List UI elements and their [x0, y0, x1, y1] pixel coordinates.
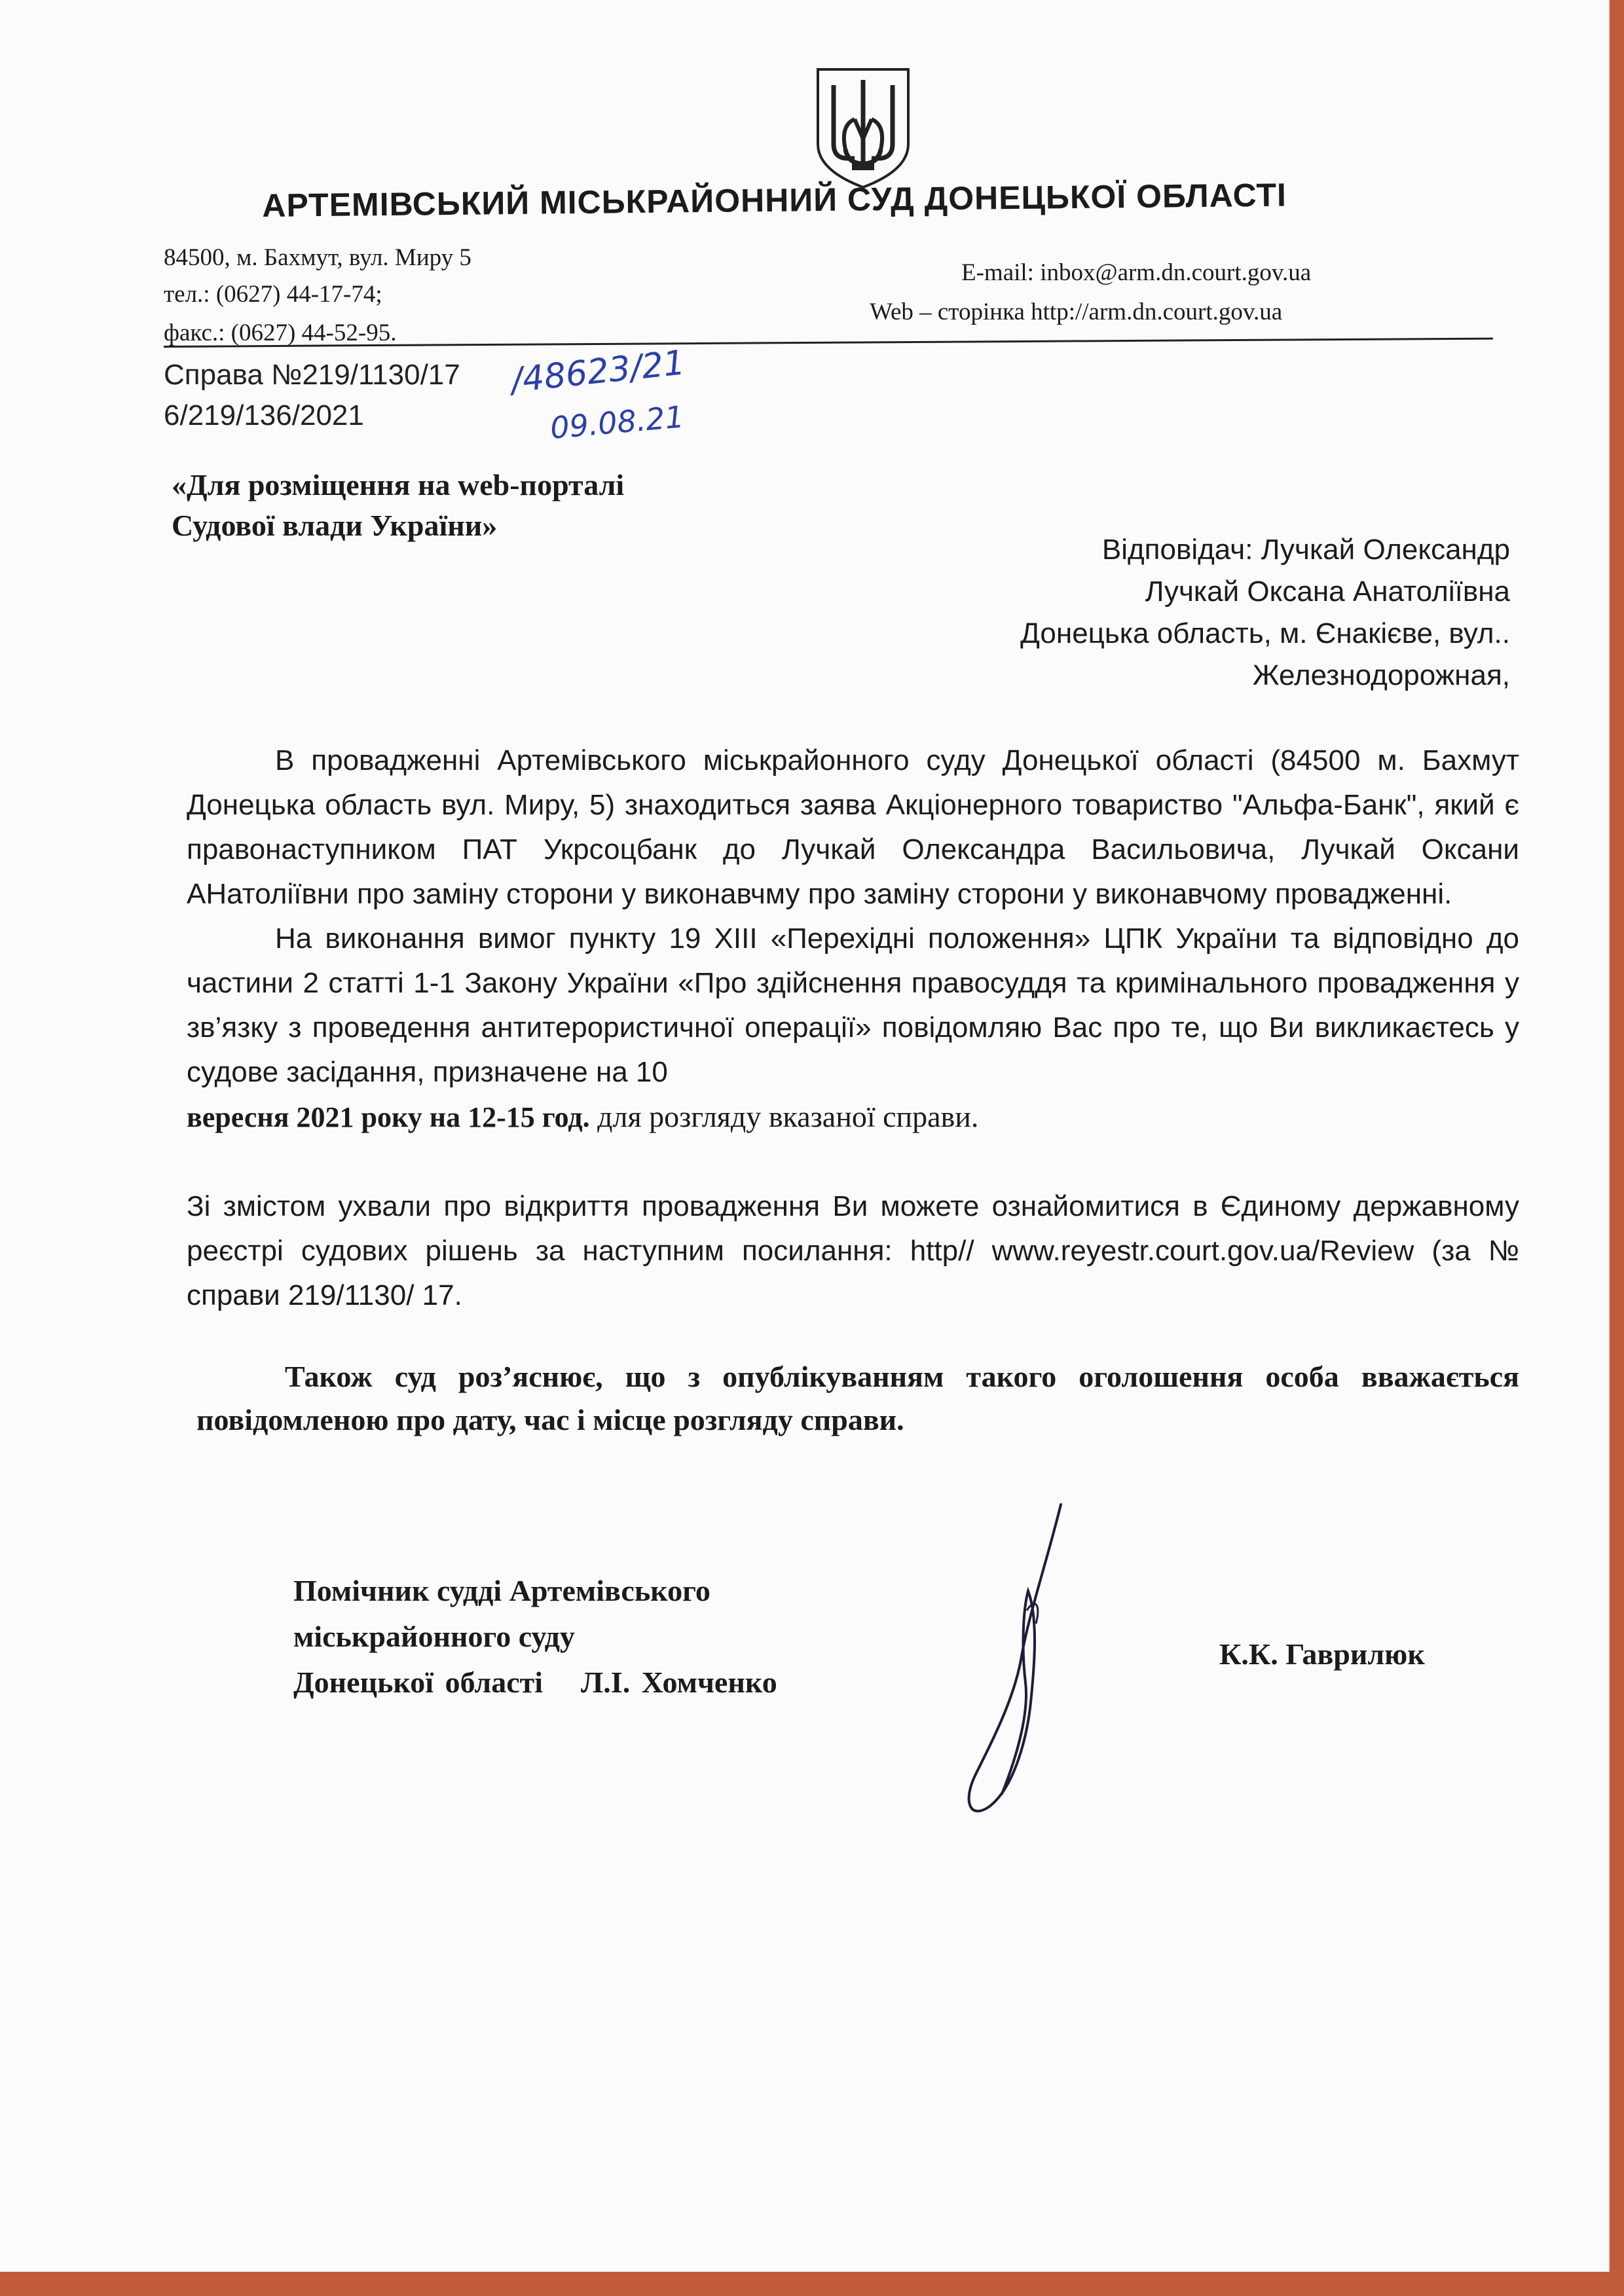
hearing-date-time: вересня 2021 року на 12-15 год. — [187, 1101, 590, 1133]
court-name: АРТЕМІВСЬКИЙ МІСЬКРАЙОННИЙ СУД ДОНЕЦЬКОЇ ОБЛАСТІ — [262, 176, 1287, 224]
signatory-region: Донецької області — [293, 1666, 544, 1699]
handwritten-registration-number: /48623/21 — [509, 343, 688, 401]
addressee-line: Железнодорожная, — [1252, 659, 1510, 691]
body-paragraph-summons — [187, 917, 1519, 1140]
signatory-title-line — [293, 1660, 777, 1705]
court-email: E-mail: inbox@arm.dn.court.gov.ua — [961, 259, 1312, 286]
portal-note-line: «Для розміщення на web-порталі — [172, 468, 625, 501]
judge-name: К.К. Гаврилюк — [1219, 1637, 1425, 1671]
court-phone: тел.: (0627) 44-17-74; — [164, 281, 382, 308]
handwritten-signature — [950, 1499, 1120, 1827]
handwritten-registration-date: 09.08.21 — [549, 399, 686, 446]
addressee-block — [724, 529, 1510, 697]
court-website: Web – сторінка http://arm.dn.court.gov.ua — [870, 299, 1283, 325]
publication-notice: Також суд роз’яснює, що з опублікуванням такого оголошення особа вважається повідомленою про дату, час і місце розгляду справи. — [196, 1360, 1519, 1436]
letter-body — [187, 738, 1519, 1318]
signatory-title-line: Помічник судді Артемівського — [293, 1574, 710, 1607]
portal-publication-note — [172, 465, 624, 546]
addressee-line: Відповідач: Лучкай Олександр — [1101, 534, 1510, 566]
portal-note-line: Судової влади України» — [172, 509, 498, 542]
signatory-block — [293, 1568, 777, 1705]
body-paragraph-registry-link: Зі змістом ухвали про відкриття провадження Ви можете ознайомитися в Єдиному державному реєстрі судових рішень за наступним посилання: http// www.reyestr.court.gov.ua/Review (за № справи 219/1130/ 17. — [187, 1190, 1519, 1311]
body-paragraph-proceedings: В провадженні Артемівського міськрайонного суду Донецької області (84500 м. Бахмут Донецька область вул. Миру, 5) знаходиться заява Акціонерного товариство "Альфа-Банк", який є правонаступником ПАТ Укрсоцбанк до Лучкай Олександра Васильовича, Лучкай Оксани АНатоліївни про заміну сторони у виконавчму про заміну сторони у виконавчому провадженні. — [187, 744, 1519, 910]
internal-case-number: 6/219/136/2021 — [164, 399, 364, 431]
case-number: Справа №219/1130/17 — [164, 359, 460, 391]
court-address: 84500, м. Бахмут, вул. Миру 5 — [164, 244, 471, 271]
signatory-title-line: міськрайонного суду — [293, 1620, 575, 1653]
signatory-name: Л.І. Хомченко — [581, 1666, 777, 1699]
summons-text: На виконання вимог пункту 19 XIII «Перехідні положення» ЦПК України та відповідно до частини 2 статті 1-1 Закону України «Про здійснення правосуддя та кримінального провадження у зв’язку з проведення антитерористичної операції» повідомляю Вас про те, що Ви викликаєтесь у судове засідання, призначене на 10 — [187, 922, 1519, 1088]
tryzub-coat-of-arms-icon — [814, 65, 912, 190]
court-fax: факс.: (0627) 44-52-95. — [164, 319, 397, 346]
addressee-line: Донецька область, м. Єнакієве, вул.. — [1020, 617, 1510, 649]
addressee-line: Лучкай Оксана Анатоліївна — [1145, 575, 1510, 608]
summons-text-end: для розгляду вказаної справи. — [589, 1100, 979, 1133]
